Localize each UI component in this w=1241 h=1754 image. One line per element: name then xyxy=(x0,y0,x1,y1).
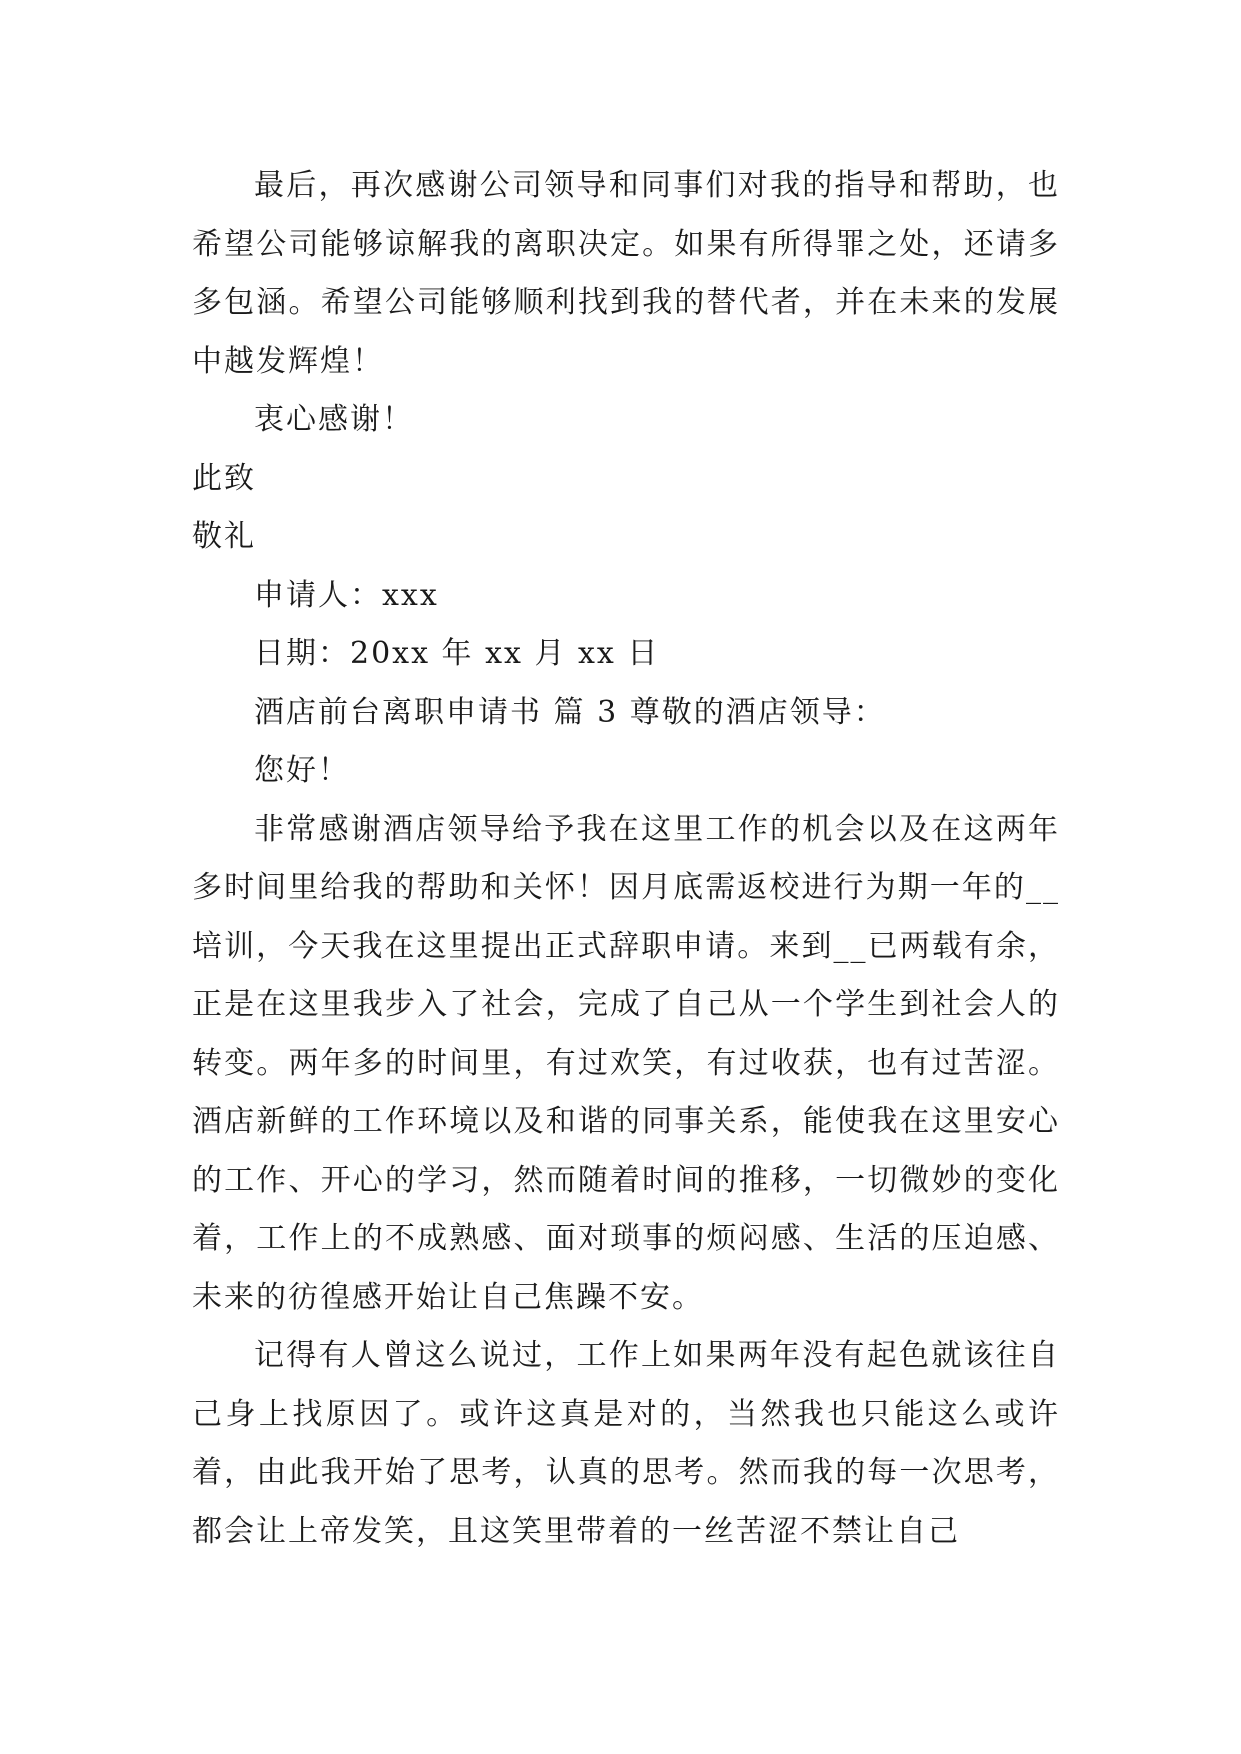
paragraph-closing-thanks: 最后，再次感谢公司领导和同事们对我的指导和帮助，也希望公司能够谅解我的离职决定。如果有所得罪之处，还请多多包涵。希望公司能够顺利找到我的替代者，并在未来的发展中越发辉煌！ xyxy=(192,168,1060,379)
applicant-line: 申请人：xxx xyxy=(254,577,439,613)
section-heading: 酒店前台离职申请书 篇 3 尊敬的酒店领导： xyxy=(254,694,886,730)
paragraph-body-1: 非常感谢酒店领导给予我在这里工作的机会以及在这两年多时间里给我的帮助和关怀！因月底需返校进行为期一年的__培训，今天我在这里提出正式辞职申请。来到__已两载有余，正是在这里我步入了社会，完成了自己从一个学生到社会人的转变。两年多的时间里，有过欢笑，有过收获，也有过苦涩。酒店新鲜的工作环境以及和谐的同事关系，能使我在这里安心的工作、开心的学习，然而随着时间的推移，一切微妙的变化着，工作上的不成熟感、面对琐事的烦闷感、生活的压迫感、未来的彷徨感开始让自己焦躁不安。 xyxy=(192,811,1060,1315)
document-body xyxy=(192,157,1060,1561)
paragraph-sincere-thanks: 衷心感谢！ xyxy=(254,402,414,437)
greeting-line: 您好！ xyxy=(254,753,350,788)
salutation-line-2: 敬礼 xyxy=(192,519,256,554)
paragraph-body-2: 记得有人曾这么说过，工作上如果两年没有起色就该往自己身上找原因了。或许这真是对的，当然我也只能这么或许着，由此我开始了思考，认真的思考。然而我的每一次思考，都会让上帝发笑，且这笑里带着的一丝苦涩不禁让自己 xyxy=(192,1338,1060,1549)
date-line: 日期：20xx 年 xx 月 xx 日 xyxy=(254,636,660,671)
salutation-line-1: 此致 xyxy=(192,460,256,496)
